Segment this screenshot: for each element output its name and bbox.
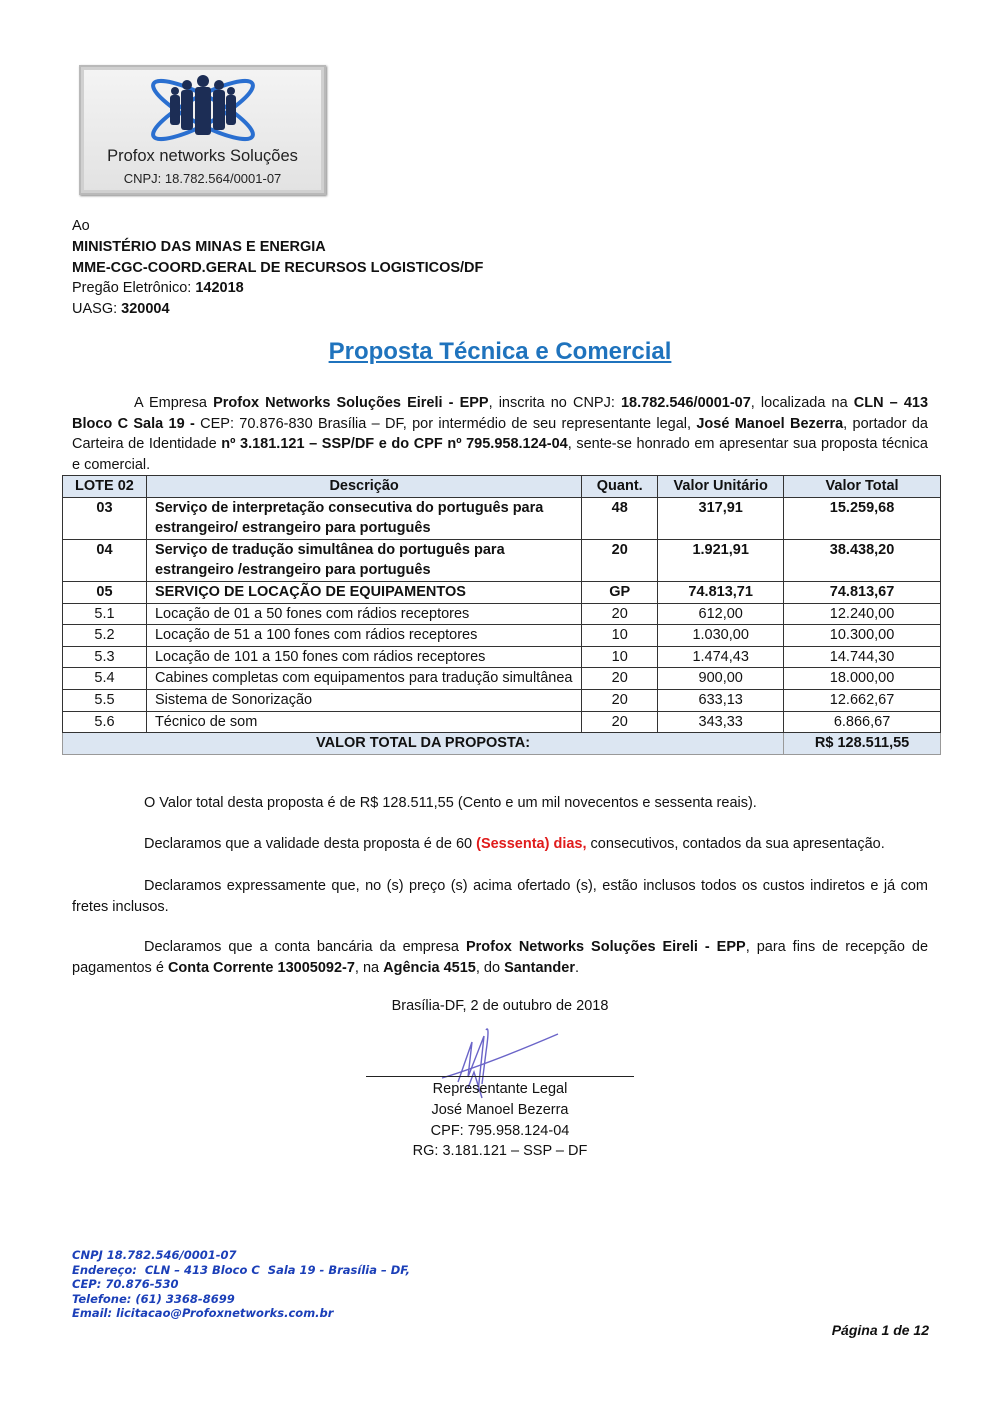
cell-qty: GP (582, 581, 658, 603)
cell-qty: 20 (582, 668, 658, 690)
table-row (63, 689, 941, 711)
intro-text: A Empresa (134, 395, 214, 411)
footer-address: Endereço: CLN – 413 Bloco C Sala 19 - Brasília – DF, (72, 1262, 410, 1277)
footer-cep: CEP: 70.876-530 (72, 1277, 179, 1292)
signature-block (0, 1079, 1000, 1162)
paragraph-valor-total (72, 793, 928, 814)
header-valor-total: Valor Total (784, 476, 941, 498)
cell-unit: 1.030,00 (658, 625, 784, 647)
cell-unit: 343,33 (658, 711, 784, 733)
cell-unit: 633,13 (658, 689, 784, 711)
uasg-line (72, 299, 483, 320)
place-date: Brasília-DF, 2 de outubro de 2018 (391, 998, 609, 1014)
validade-text: consecutivos, contados da sua apresentação. (586, 836, 885, 852)
cell-qty: 20 (582, 689, 658, 711)
pregao-label: Pregão Eletrônico: (72, 280, 196, 297)
conta-bank: Santander (504, 959, 575, 976)
company-logo (79, 65, 326, 195)
cell-item: 5.3 (63, 646, 147, 668)
table-row (63, 497, 941, 539)
cell-desc: Sistema de Sonorização (146, 689, 581, 711)
cell-unit: 900,00 (658, 668, 784, 690)
conta-text: , para fins de recepção de pagamentos é (72, 939, 929, 976)
cell-desc: Cabines completas com equipamentos para tradução simultânea (146, 668, 581, 690)
cell-item: 5.6 (63, 711, 147, 733)
cell-item: 04 (63, 539, 147, 581)
cell-total: 12.662,67 (784, 689, 941, 711)
cell-desc: Serviço de tradução simultânea do português para estrangeiro /estrangeiro para português (146, 539, 581, 581)
table-row (63, 625, 941, 647)
table-row (63, 603, 941, 625)
cell-desc: Técnico de som (146, 711, 581, 733)
cell-qty: 20 (582, 603, 658, 625)
cell-total: 14.744,30 (784, 646, 941, 668)
cell-desc: Locação de 51 a 100 fones com rádios receptores (146, 625, 581, 647)
intro-text: , portador da Carteira de Identidade (72, 415, 928, 453)
company-footer (72, 1248, 410, 1321)
cell-total: 18.000,00 (784, 668, 941, 690)
cell-qty: 20 (582, 539, 658, 581)
paragraph-validade (72, 834, 928, 855)
addressee-org2: MME-CGC-COORD.GERAL DE RECURSOS LOGISTICOS/DF (72, 259, 484, 276)
pregao-line (72, 278, 483, 299)
cell-qty: 10 (582, 625, 658, 647)
cell-total: 10.300,00 (784, 625, 941, 647)
footer-email[interactable]: Email: licitacao@Profoxnetworks.com.br (72, 1306, 334, 1321)
cell-qty: 10 (582, 646, 658, 668)
cell-desc: Locação de 01 a 50 fones com rádios receptores (146, 603, 581, 625)
cell-item: 03 (63, 497, 147, 539)
footer-phone: Telefone: (61) 3368-8699 (72, 1291, 235, 1306)
cell-total: 6.866,67 (784, 711, 941, 733)
conta-account: Conta Corrente 13005092-7 (167, 959, 355, 976)
conta-text: Declaramos que a conta bancária da empresa (144, 939, 466, 955)
cell-item: 05 (63, 581, 147, 603)
cell-qty: 48 (582, 497, 658, 539)
addressee-to: Ao (72, 218, 90, 234)
cell-unit: 1.474,43 (658, 646, 784, 668)
conta-text: , na (354, 959, 384, 976)
header-lote: LOTE 02 (63, 476, 147, 498)
cell-qty: 20 (582, 711, 658, 733)
signature-line (366, 1076, 634, 1077)
page-number: Página 1 de 12 (831, 1322, 929, 1338)
total-label: VALOR TOTAL DA PROPOSTA: (63, 733, 784, 755)
cell-total: 38.438,20 (784, 539, 941, 581)
conta-text: . (574, 959, 580, 976)
intro-cnpj: 18.782.546/0001-07 (620, 395, 751, 411)
table-total-row (63, 733, 941, 755)
signer-role: Representante Legal (432, 1081, 568, 1097)
cell-item: 5.1 (63, 603, 147, 625)
signer-cpf: CPF: 795.958.124-04 (430, 1122, 570, 1139)
table-row (63, 581, 941, 603)
table-row (63, 646, 941, 668)
cell-unit: 317,91 (658, 497, 784, 539)
header-valor-unitario: Valor Unitário (658, 476, 784, 498)
conta-company: Profox Networks Soluções Eireli - EPP (465, 939, 746, 955)
intro-text: , inscrita no CNPJ: (488, 395, 621, 411)
pregao-value: 142018 (195, 280, 244, 297)
validade-text: Declaramos que a validade desta proposta é de 60 (144, 836, 477, 852)
price-table (62, 475, 941, 755)
valor-total-text: O Valor total desta proposta é de R$ 128.511,55 (Cento e um mil novecentos e sessenta reais). (144, 795, 757, 811)
intro-ids: nº 3.181.121 – SSP/DF e do CPF nº 795.958.124-04 (221, 436, 568, 453)
cell-item: 5.2 (63, 625, 147, 647)
cell-unit: 1.921,91 (658, 539, 784, 581)
table-row (63, 539, 941, 581)
footer-cnpj: CNPJ 18.782.546/0001-07 (72, 1248, 237, 1262)
addressee-org1: MINISTÉRIO DAS MINAS E ENERGIA (72, 238, 326, 255)
cell-total: 74.813,67 (784, 581, 941, 603)
cell-item: 5.5 (63, 689, 147, 711)
custos-text: Declaramos expressamente que, no (s) preço (s) acima ofertado (s), estão inclusos todos os custos indiretos e já com fretes inclusos. (72, 878, 928, 915)
intro-text: CEP: 70.876-830 Brasília – DF, por intermédio de seu representante legal, (194, 415, 697, 432)
intro-address: CLN – 413 Bloco C Sala 19 - (72, 395, 929, 432)
total-value: R$ 128.511,55 (784, 733, 941, 755)
paragraph-conta (72, 937, 928, 978)
cell-desc: Locação de 101 a 150 fones com rádios receptores (146, 646, 581, 668)
intro-text: , sente-se honrado em apresentar sua proposta técnica e comercial. (72, 436, 928, 473)
cell-desc: SERVIÇO DE LOCAÇÃO DE EQUIPAMENTOS (146, 581, 581, 603)
cell-unit: 612,00 (658, 603, 784, 625)
table-row (63, 711, 941, 733)
intro-text: , localizada na (750, 395, 854, 411)
intro-representative: José Manoel Bezerra (696, 415, 844, 432)
uasg-value: 320004 (121, 301, 170, 318)
logo-company-name: Profox networks Soluções (107, 147, 298, 165)
cell-total: 12.240,00 (784, 603, 941, 625)
paragraph-custos (72, 876, 928, 917)
logo-cnpj: CNPJ: 18.782.564/0001-07 (123, 171, 282, 186)
validade-highlight: (Sessenta) dias, (476, 836, 587, 852)
table-row (63, 668, 941, 690)
conta-agency: Agência 4515 (383, 959, 476, 976)
cell-item: 5.4 (63, 668, 147, 690)
signer-rg: RG: 3.181.121 – SSP – DF (412, 1143, 588, 1160)
conta-text: , do (475, 959, 505, 976)
uasg-label: UASG: (72, 301, 122, 318)
signer-name: José Manoel Bezerra (431, 1101, 569, 1118)
header-descricao: Descrição (146, 476, 581, 498)
cell-total: 15.259,68 (784, 497, 941, 539)
people-orbit-icon (143, 73, 263, 147)
intro-paragraph (72, 393, 928, 475)
intro-company: Profox Networks Soluções Eireli - EPP (213, 395, 489, 411)
page-title: Proposta Técnica e Comercial (328, 338, 672, 365)
table-header-row (63, 476, 941, 498)
cell-unit: 74.813,71 (658, 581, 784, 603)
header-quant: Quant. (582, 476, 658, 498)
addressee-block (72, 216, 483, 320)
cell-desc: Serviço de interpretação consecutiva do português para estrangeiro/ estrangeiro para português (146, 497, 581, 539)
